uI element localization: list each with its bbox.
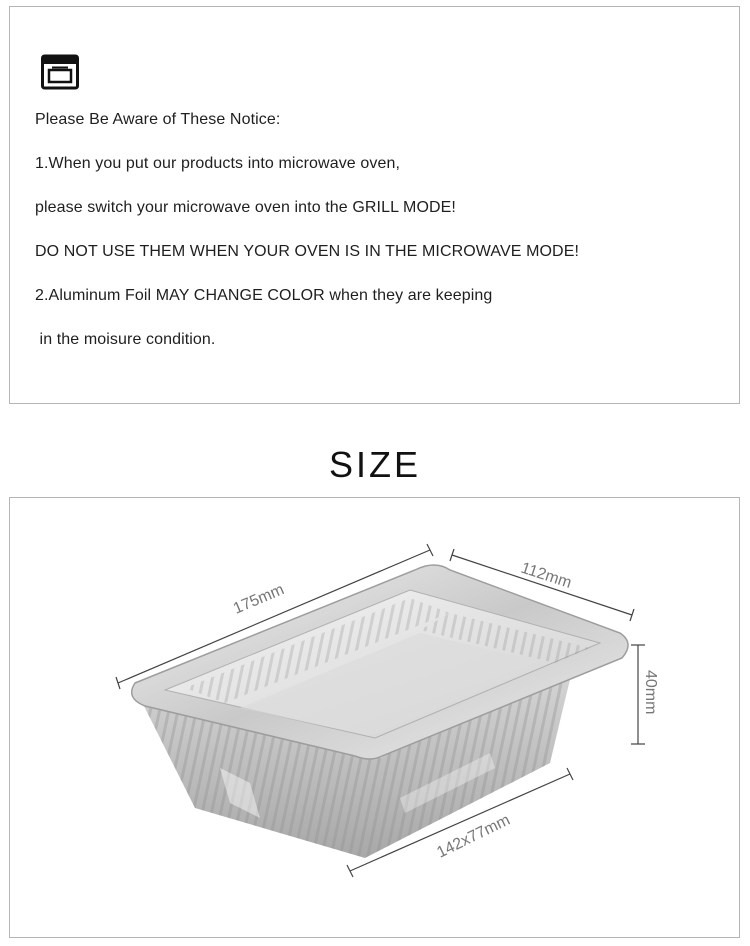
oven-icon xyxy=(41,54,79,90)
length-label: 175mm xyxy=(230,581,287,618)
notice-line-4: 2.Aluminum Foil MAY CHANGE COLOR when they are keeping xyxy=(35,287,493,304)
size-title: SIZE xyxy=(328,444,421,485)
notice-line-2: please switch your microwave oven into the GRILL MODE! xyxy=(35,199,456,216)
notice-box xyxy=(9,6,740,404)
base-label: 142x77mm xyxy=(434,811,513,862)
foil-tray-illustration xyxy=(10,498,740,938)
product-image-box xyxy=(9,497,740,938)
dimension-height xyxy=(631,645,659,744)
height-label: 40mm xyxy=(642,670,659,715)
notice-line-3: DO NOT USE THEM WHEN YOUR OVEN IS IN THE MICROWAVE MODE! xyxy=(35,243,580,260)
notice-heading: Please Be Aware of These Notice: xyxy=(35,111,281,128)
notice-line-5: in the moisure condition. xyxy=(35,331,216,348)
notice-line-1: 1.When you put our products into microwave oven, xyxy=(35,155,400,172)
width-label: 112mm xyxy=(518,559,574,592)
